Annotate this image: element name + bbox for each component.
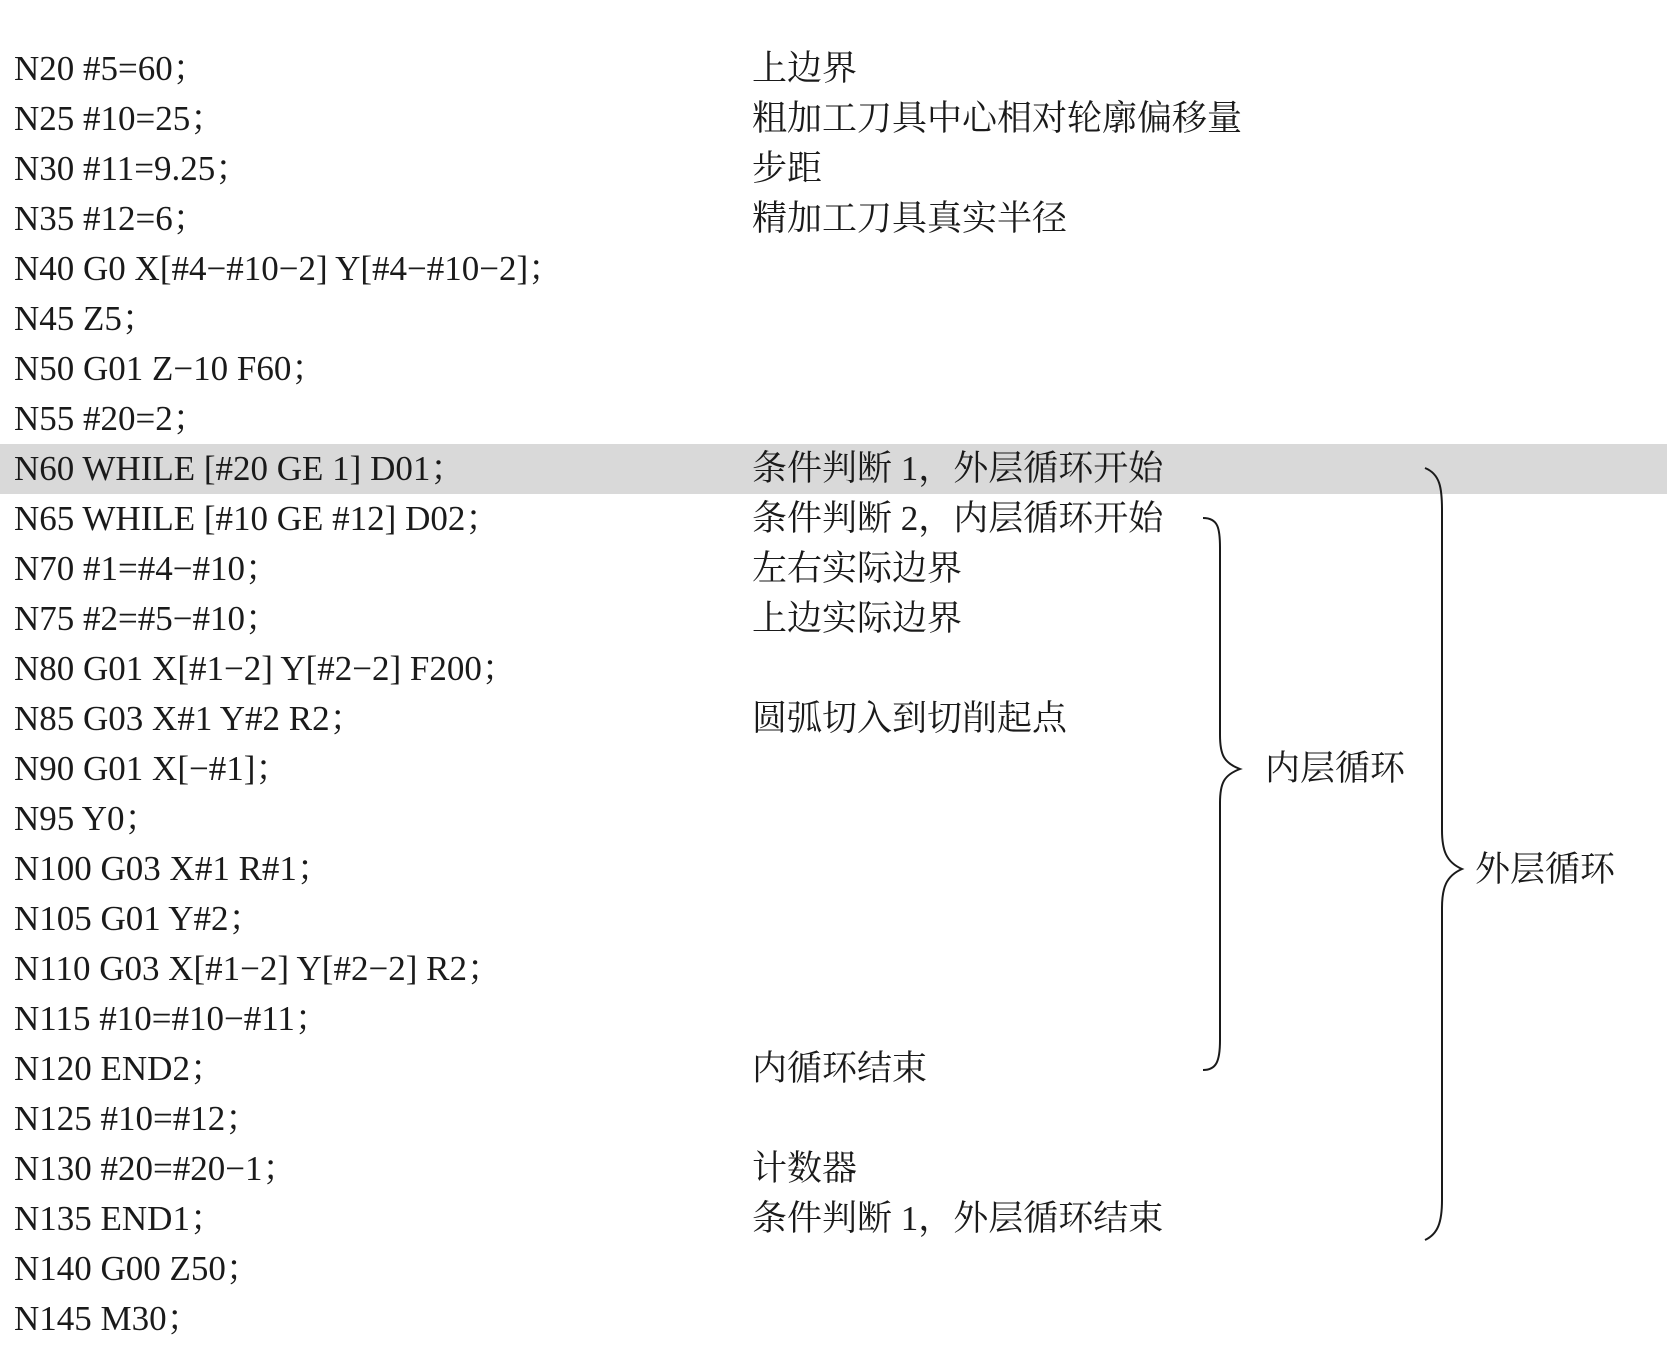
code-text: N45 Z5； xyxy=(14,299,157,338)
code-comment: 条件判断 2，内层循环开始 xyxy=(752,499,1164,538)
code-line xyxy=(0,394,1667,444)
code-text: N30 #11=9.25； xyxy=(14,149,251,188)
code-text: N55 #20=2； xyxy=(14,399,208,438)
code-line xyxy=(0,494,1667,544)
code-line xyxy=(0,944,1667,994)
code-text: N20 #5=60； xyxy=(14,49,208,88)
code-text: N35 #12=6； xyxy=(14,199,208,238)
code-line xyxy=(0,1144,1667,1194)
code-line xyxy=(0,1294,1667,1344)
code-line xyxy=(0,794,1667,844)
code-comment: 粗加工刀具中心相对轮廓偏移量 xyxy=(752,99,1243,138)
code-comment: 条件判断 1，外层循环结束 xyxy=(752,1199,1164,1238)
code-text: N80 G01 X[#1−2] Y[#2−2] F200； xyxy=(14,649,517,688)
code-comment: 圆弧切入到切削起点 xyxy=(752,699,1068,738)
code-text: N135 END1； xyxy=(14,1199,225,1238)
code-comment: 内循环结束 xyxy=(752,1049,928,1088)
code-line xyxy=(0,694,1667,744)
code-line xyxy=(0,544,1667,594)
code-text: N70 #1=#4−#10； xyxy=(14,549,281,588)
code-line xyxy=(0,894,1667,944)
code-text: N95 Y0； xyxy=(14,799,160,838)
code-comment: 精加工刀具真实半径 xyxy=(752,199,1068,238)
code-text: N100 G03 X#1 R#1； xyxy=(14,849,332,888)
code-line xyxy=(0,244,1667,294)
code-text: N75 #2=#5−#10； xyxy=(14,599,281,638)
code-text: N125 #10=#12； xyxy=(14,1099,261,1138)
code-text: N60 WHILE [#20 GE 1] D01； xyxy=(14,449,466,488)
code-text: N50 G01 Z−10 F60； xyxy=(14,349,327,388)
code-text: N105 G01 Y#2； xyxy=(14,899,264,938)
code-line xyxy=(0,1194,1667,1244)
code-line xyxy=(0,144,1667,194)
code-comment: 计数器 xyxy=(752,1149,858,1188)
code-line xyxy=(0,994,1667,1044)
code-line xyxy=(0,344,1667,394)
code-text: N40 G0 X[#4−#10−2] Y[#4−#10−2]； xyxy=(14,249,564,288)
code-comment: 条件判断 1，外层循环开始 xyxy=(752,449,1164,488)
code-line xyxy=(0,844,1667,894)
code-text: N130 #20=#20−1； xyxy=(14,1149,298,1188)
code-line xyxy=(0,744,1667,794)
code-comment: 左右实际边界 xyxy=(752,549,963,588)
code-line xyxy=(0,194,1667,244)
code-line xyxy=(0,44,1667,94)
code-line xyxy=(0,444,1667,494)
code-line xyxy=(0,594,1667,644)
code-comment: 上边实际边界 xyxy=(752,599,963,638)
code-comment: 步距 xyxy=(752,149,823,188)
code-line xyxy=(0,1244,1667,1294)
inner-loop-label: 内层循环 xyxy=(1265,749,1406,788)
code-line xyxy=(0,644,1667,694)
code-line xyxy=(0,1094,1667,1144)
code-text: N25 #10=25； xyxy=(14,99,226,138)
outer-loop-label: 外层循环 xyxy=(1475,850,1616,889)
code-text: N120 END2； xyxy=(14,1049,225,1088)
code-line xyxy=(0,294,1667,344)
code-text: N110 G03 X[#1−2] Y[#2−2] R2； xyxy=(14,949,502,988)
code-line xyxy=(0,94,1667,144)
code-comment: 上边界 xyxy=(752,49,858,88)
code-text: N140 G00 Z50； xyxy=(14,1249,261,1288)
code-text: N85 G03 X#1 Y#2 R2； xyxy=(14,699,365,738)
code-text: N145 M30； xyxy=(14,1299,202,1338)
code-text: N90 G01 X[−#1]； xyxy=(14,749,291,788)
code-text: N65 WHILE [#10 GE #12] D02； xyxy=(14,499,501,538)
code-line xyxy=(0,1044,1667,1094)
code-text: N115 #10=#10−#11； xyxy=(14,999,330,1038)
